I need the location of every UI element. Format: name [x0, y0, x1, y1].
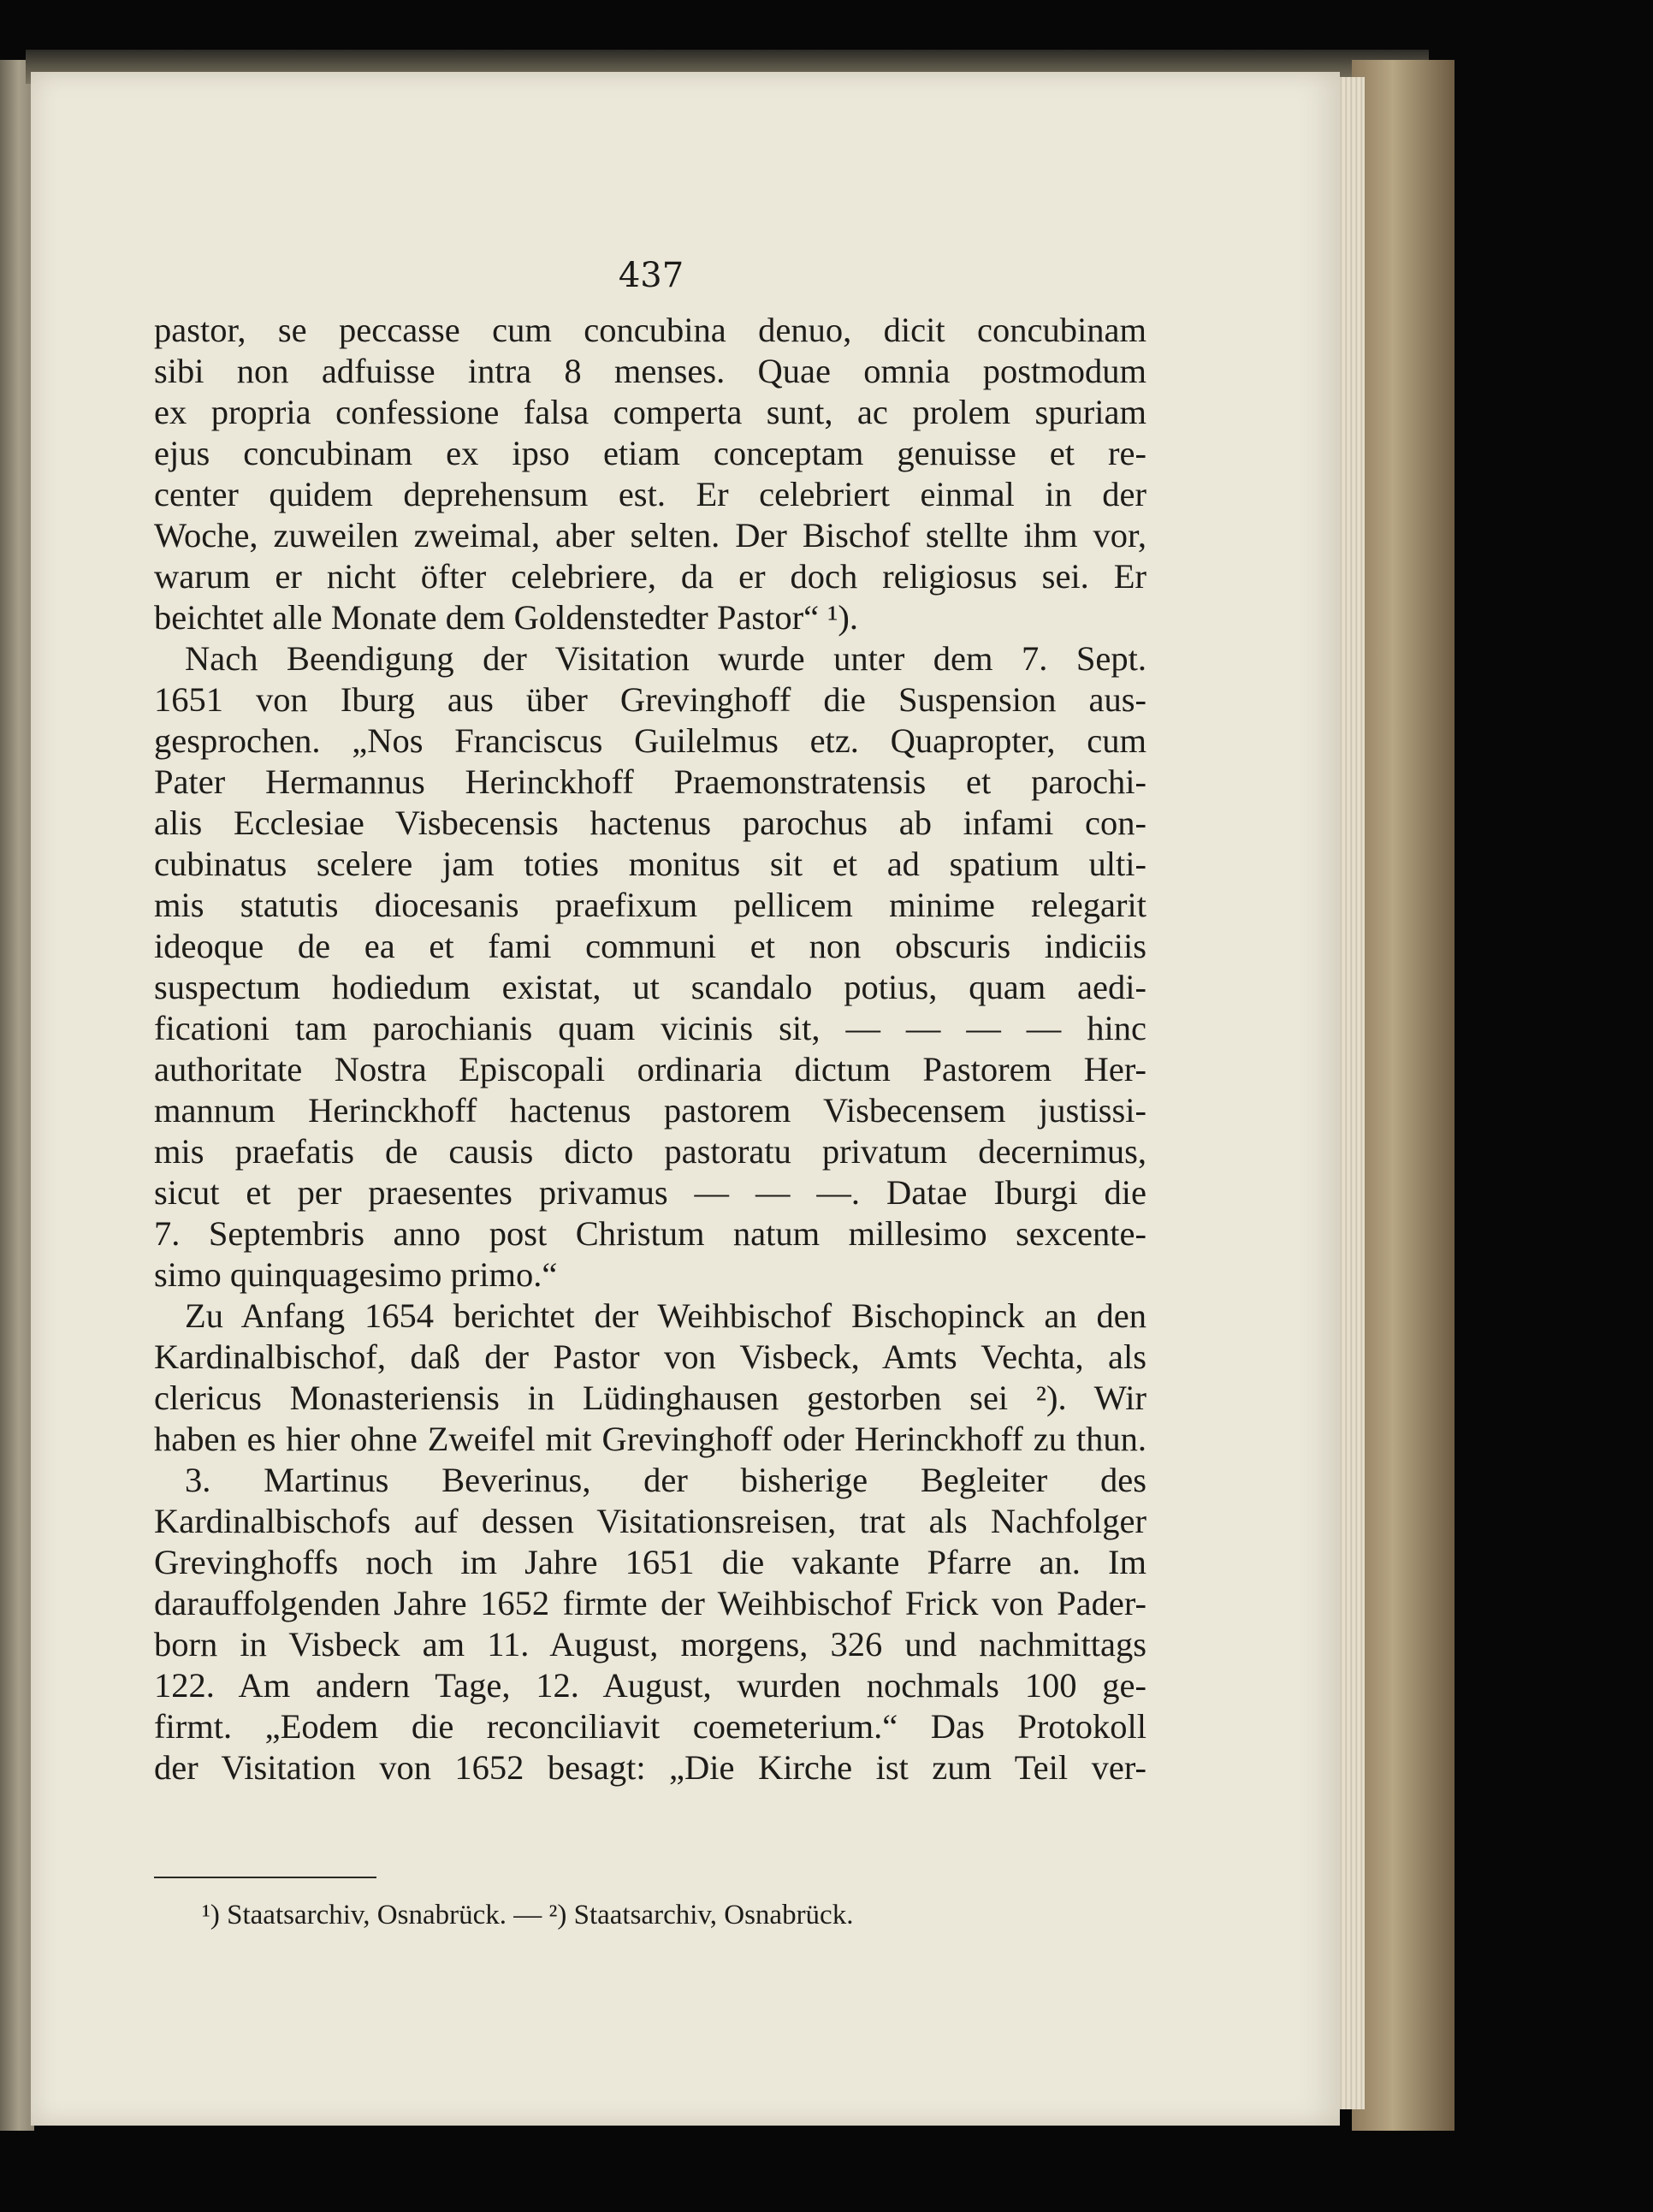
text-line: darauffolgenden Jahre 1652 firmte der Weihbischof Frick von Pader-	[154, 1584, 1146, 1622]
text-line: clericus Monasteriensis in Lüdinghausen gestorben sei ²). Wir	[154, 1379, 1146, 1417]
text-line: beichtet alle Monate dem Goldenstedter Pastor“ ¹).	[154, 598, 858, 637]
text-line: ficationi tam parochianis quam vicinis sit, — — — — hinc	[154, 1009, 1146, 1047]
text-line: ex propria confessione falsa comperta sunt, ac prolem spuriam	[154, 393, 1146, 431]
text-line: sicut et per praesentes privamus — — —. Datae Iburgi die	[154, 1173, 1146, 1212]
text-line: gesprochen. „Nos Franciscus Guilelmus etz. Quapropter, cum	[154, 721, 1146, 760]
text-line: simo quinquagesimo primo.“	[154, 1255, 558, 1294]
text-line: mis statutis diocesanis praefixum pellicem minime relegarit	[154, 886, 1146, 924]
text-line: mis praefatis de causis dicto pastoratu privatum decernimus,	[154, 1132, 1146, 1171]
text-line: Nach Beendigung der Visitation wurde unter dem 7. Sept.	[185, 639, 1146, 678]
text-line: der Visitation von 1652 besagt: „Die Kirche ist zum Teil ver-	[154, 1748, 1146, 1787]
text-line: pastor, se peccasse cum concubina denuo, dicit concubinam	[154, 311, 1146, 349]
book-cover-edge	[1352, 60, 1455, 2131]
text-line: mannum Herinckhoff hactenus pastorem Visbecensem justissi-	[154, 1091, 1146, 1130]
text-line: born in Visbeck am 11. August, morgens, 326 und nachmittags	[154, 1625, 1146, 1663]
body-text	[154, 310, 1146, 1788]
text-line: 1651 von Iburg aus über Grevinghoff die Suspension aus-	[154, 680, 1146, 719]
text-line: Woche, zuweilen zweimal, aber selten. Der Bischof stellte ihm vor,	[154, 516, 1146, 554]
text-line: Pater Hermannus Herinckhoff Praemonstratensis et parochi-	[154, 762, 1146, 801]
text-line: sibi non adfuisse intra 8 menses. Quae omnia postmodum	[154, 352, 1146, 390]
text-line: 3. Martinus Beverinus, der bisherige Begleiter des	[185, 1461, 1146, 1499]
text-line: firmt. „Eodem die reconciliavit coemeterium.“ Das Protokoll	[154, 1707, 1146, 1746]
text-line: suspectum hodiedum existat, ut scandalo potius, quam aedi-	[154, 968, 1146, 1006]
text-line: ejus concubinam ex ipso etiam conceptam genuisse et re-	[154, 434, 1146, 472]
text-line: center quidem deprehensum est. Er celebriert einmal in der	[154, 475, 1146, 513]
left-page-edge	[0, 60, 34, 2131]
text-line: Kardinalbischof, daß der Pastor von Visbeck, Amts Vechta, als	[154, 1337, 1146, 1376]
text-line: authoritate Nostra Episcopali ordinaria dictum Pastorem Her-	[154, 1050, 1146, 1088]
page-number: 437	[618, 256, 684, 295]
text-line: Kardinalbischofs auf dessen Visitationsreisen, trat als Nachfolger	[154, 1502, 1146, 1540]
text-line: Grevinghoffs noch im Jahre 1651 die vakante Pfarre an. Im	[154, 1543, 1146, 1581]
text-line: 122. Am andern Tage, 12. August, wurden nochmals 100 ge-	[154, 1666, 1146, 1705]
text-line: Zu Anfang 1654 berichtet der Weihbischof Bischopinck an den	[185, 1296, 1146, 1335]
book-page	[31, 72, 1340, 2126]
text-line: ideoque de ea et fami communi et non obscuris indiciis	[154, 927, 1146, 965]
text-line: alis Ecclesiae Visbecensis hactenus parochus ab infami con-	[154, 804, 1146, 842]
text-line: cubinatus scelere jam toties monitus sit et ad spatium ulti-	[154, 845, 1146, 883]
footnote-rule	[154, 1877, 376, 1878]
text-line: warum er nicht öfter celebriere, da er doch religiosus sei. Er	[154, 557, 1146, 596]
footnotes: ¹) Staatsarchiv, Osnabrück. — ²) Staatsarchiv, Osnabrück.	[202, 1900, 854, 1930]
text-line: haben es hier ohne Zweifel mit Grevinghoff oder Herinckhoff zu thun.	[154, 1420, 1146, 1458]
text-line: 7. Septembris anno post Christum natum millesimo sexcente-	[154, 1214, 1146, 1253]
